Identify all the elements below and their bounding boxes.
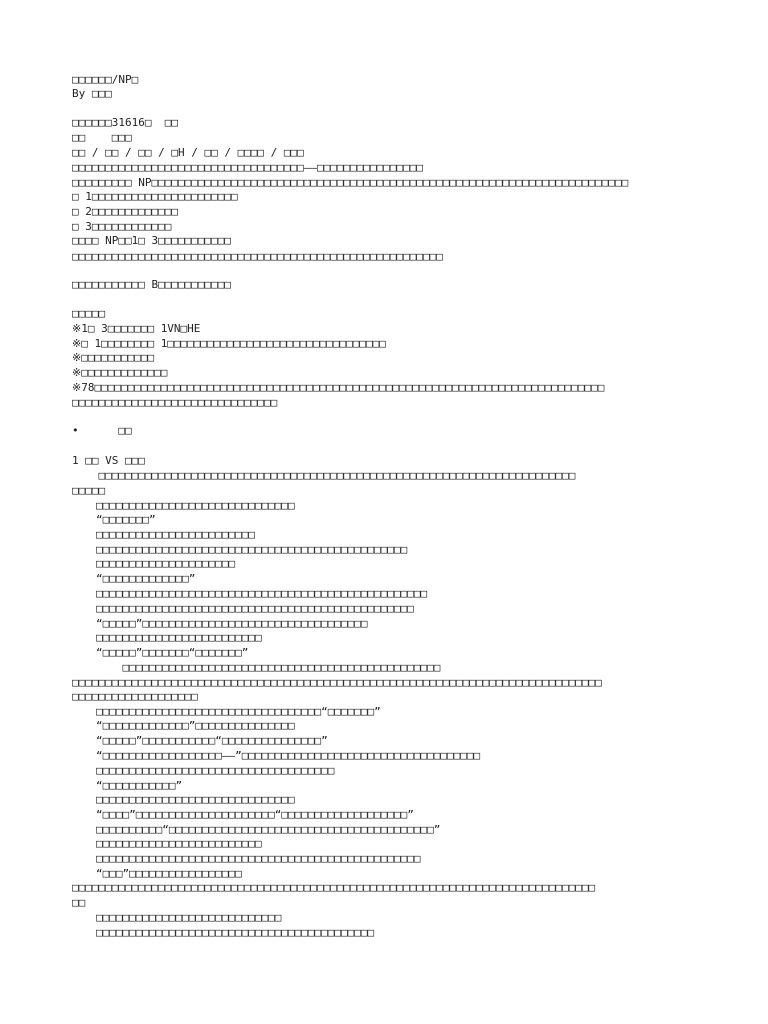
- text-line: □□□□□: [72, 484, 106, 497]
- text-line: □□□□□□□□□□□□□□□□□□□□□□□□□□□□□□□□□□□□□□□□□□□□□□□□: [96, 602, 414, 615]
- text-line: □□□□□□□□□□□□□□□□□□□□□□□□□□□□□□□□□□□□□□□□□□□□□□□□□□□□□□□□□□□□□□□□□□□□□□□□□□□□□□□: [72, 881, 596, 894]
- section-heading: 1 □□ VS □□□: [72, 454, 145, 467]
- text-line: □□□□ NP□□1□ 3□□□□□□□□□□□: [72, 234, 231, 247]
- text-line: □□□□□□□□□□□□□□□□□□□□□□□□□□□□□□□□□□□□□□□□□□: [96, 926, 375, 939]
- text-line: □□□□□□□□□□□□□□□□□□□□□□□□□□□□□□: [96, 499, 295, 512]
- text-line: □□□□□□□□□□□□□□□□□□□□□□□□□□□□□□□□□□□□□□□□□□□□□□□□□□: [96, 587, 428, 600]
- text-line: □□□□□□□□□□□□□□□□□□□□□□□□□□□□□□□□□□□□□□□□□□□□□□□: [96, 543, 408, 556]
- list-item: □ 3□□□□□□□□□□□□: [72, 220, 172, 233]
- note-item: ※78□□□□□□□□□□□□□□□□□□□□□□□□□□□□□□□□□□□□□□□□□□□□□□□□□□□□□□□□□□□□□□□□□□□□□□□□□□□□□: [72, 381, 605, 394]
- text-line: □□□□□□□□□□□□□□□□□□□□□□□□□: [96, 631, 262, 644]
- quote-line: “□□□”□□□□□□□□□□□□□□□□□: [96, 867, 242, 880]
- list-item: □ 1□□□□□□□□□□□□□□□□□□□□□□: [72, 190, 238, 203]
- text-line: □□□□□□□□□□□□□□□□□□□□□□□□□□□□□□□□□□□□: [96, 764, 335, 777]
- text-line: □□□□□□□□□□□□□□□□□□□□□□□□□□□□□□□□□□□□□□□□□□□□□□□□: [96, 661, 441, 674]
- text-line: □□□□□□□□□□□□□□□□□□□□□□□□□□□□□□: [96, 793, 295, 806]
- doc-breadcrumb: □□ / □□ / □□ / □H / □□ / □□□□ / □□□: [72, 146, 304, 159]
- text-line: □□□□□□□□□□□□□□□□□□□: [72, 690, 198, 703]
- text-line: □□□□□□□□□□□□□□□□□□□□□□□□□□□□□□□□□□□□□□□□□□□□□□□□□□□□□□□□□□□□□□□□□□□□□□□□: [72, 469, 576, 482]
- section-heading: □□□□□: [72, 307, 106, 320]
- doc-title: □□□□□□/NP□: [72, 73, 139, 86]
- text-line: □□□□□□□□□ NP□□□□□□□□□□□□□□□□□□□□□□□□□□□□□□□□□□□□□□□□□□□□□□□□□□□□□□□□□□□□□□□□□□□□□□□□: [72, 176, 629, 189]
- quote-line: “□□□□□□□□□□□□□□□□□□——”□□□□□□□□□□□□□□□□□□□□□□□□□□□□□□□□□□□□: [96, 749, 481, 762]
- quote-line: □□□□□□□□□□“□□□□□□□□□□□□□□□□□□□□□□□□□□□□□□□□□□□□□□□□”: [96, 823, 441, 836]
- quote-line: “□□□□□□□”: [96, 513, 156, 526]
- text-line: □□□□□□□□□□□□□□□□□□□□□□□□□□□□□□□□□□□□□□□□□□□□□□□□□□□□□□□□: [72, 250, 443, 263]
- text-line: □□□□□□□□□□□□□□□□□□□□□: [96, 557, 236, 570]
- list-item: □ 2□□□□□□□□□□□□□: [72, 205, 178, 218]
- quote-line: “□□□□□□□□□□□□□”: [96, 572, 196, 585]
- text-line: □□□□□□□□□□□□□□□□□□□□□□□□□□□□: [96, 911, 282, 924]
- text-line: □□□□□□□□□□□ B□□□□□□□□□□□: [72, 278, 231, 291]
- doc-meta-2: □□ □□□: [72, 131, 132, 144]
- text-line: □□: [72, 896, 86, 909]
- text-line: □□□□□□□□□□□□□□□□□□□□□□□□□□□□□□□□□□□□□□□□□□□□□□□□□: [96, 852, 421, 865]
- quote-line: “□□□□□□□□□□□□□”□□□□□□□□□□□□□□□: [96, 719, 295, 732]
- text-line: □□□□□□□□□□□□□□□□□□□□□□□□□: [96, 837, 262, 850]
- text-line: □□□□□□□□□□□□□□□□□□□□□□□□: [96, 528, 255, 541]
- doc-byline: By □□□: [72, 87, 112, 100]
- quote-line: “□□□□”□□□□□□□□□□□□□□□□□□□□□“□□□□□□□□□□□□□□□□□□□”: [96, 808, 414, 821]
- quote-line: “□□□□□”□□□□□□□“□□□□□□□”: [96, 646, 249, 659]
- text-line: □□□□□□□□□□□□□□□□□□□□□□□□□□□□□□□□□□□□□□□□□□□□□□□□□□□□□□□□□□□□□□□□□□□□□□□□□□□□□□□□: [72, 676, 602, 689]
- text-line: □□□□□□□□□□□□□□□□□□□□□□□□□□□□□□□□□□“□□□□□□□”: [96, 705, 381, 718]
- bullet-heading: • □□: [72, 424, 132, 437]
- quote-line: “□□□□□”□□□□□□□□□□□“□□□□□□□□□□□□□□□”: [96, 734, 328, 747]
- note-item: ※1□ 3□□□□□□□ 1VN□HE: [72, 322, 201, 335]
- text-line: □□□□□□□□□□□□□□□□□□□□□□□□□□□□□□□□□□□——□□□□□□□□□□□□□□□□: [72, 161, 423, 174]
- note-item: ※□□□□□□□□□□□□□: [72, 366, 168, 379]
- quote-line: “□□□□□”□□□□□□□□□□□□□□□□□□□□□□□□□□□□□□□□□□: [96, 617, 368, 630]
- text-line: □□□□□□□□□□□□□□□□□□□□□□□□□□□□□□□: [72, 396, 278, 409]
- note-item: ※□ 1□□□□□□□□ 1□□□□□□□□□□□□□□□□□□□□□□□□□□□□□□□□□: [72, 337, 386, 350]
- doc-meta: □□□□□□31616□ □□: [72, 116, 178, 129]
- note-item: ※□□□□□□□□□□□: [72, 351, 155, 364]
- quote-line: “□□□□□□□□□□□”: [96, 779, 183, 792]
